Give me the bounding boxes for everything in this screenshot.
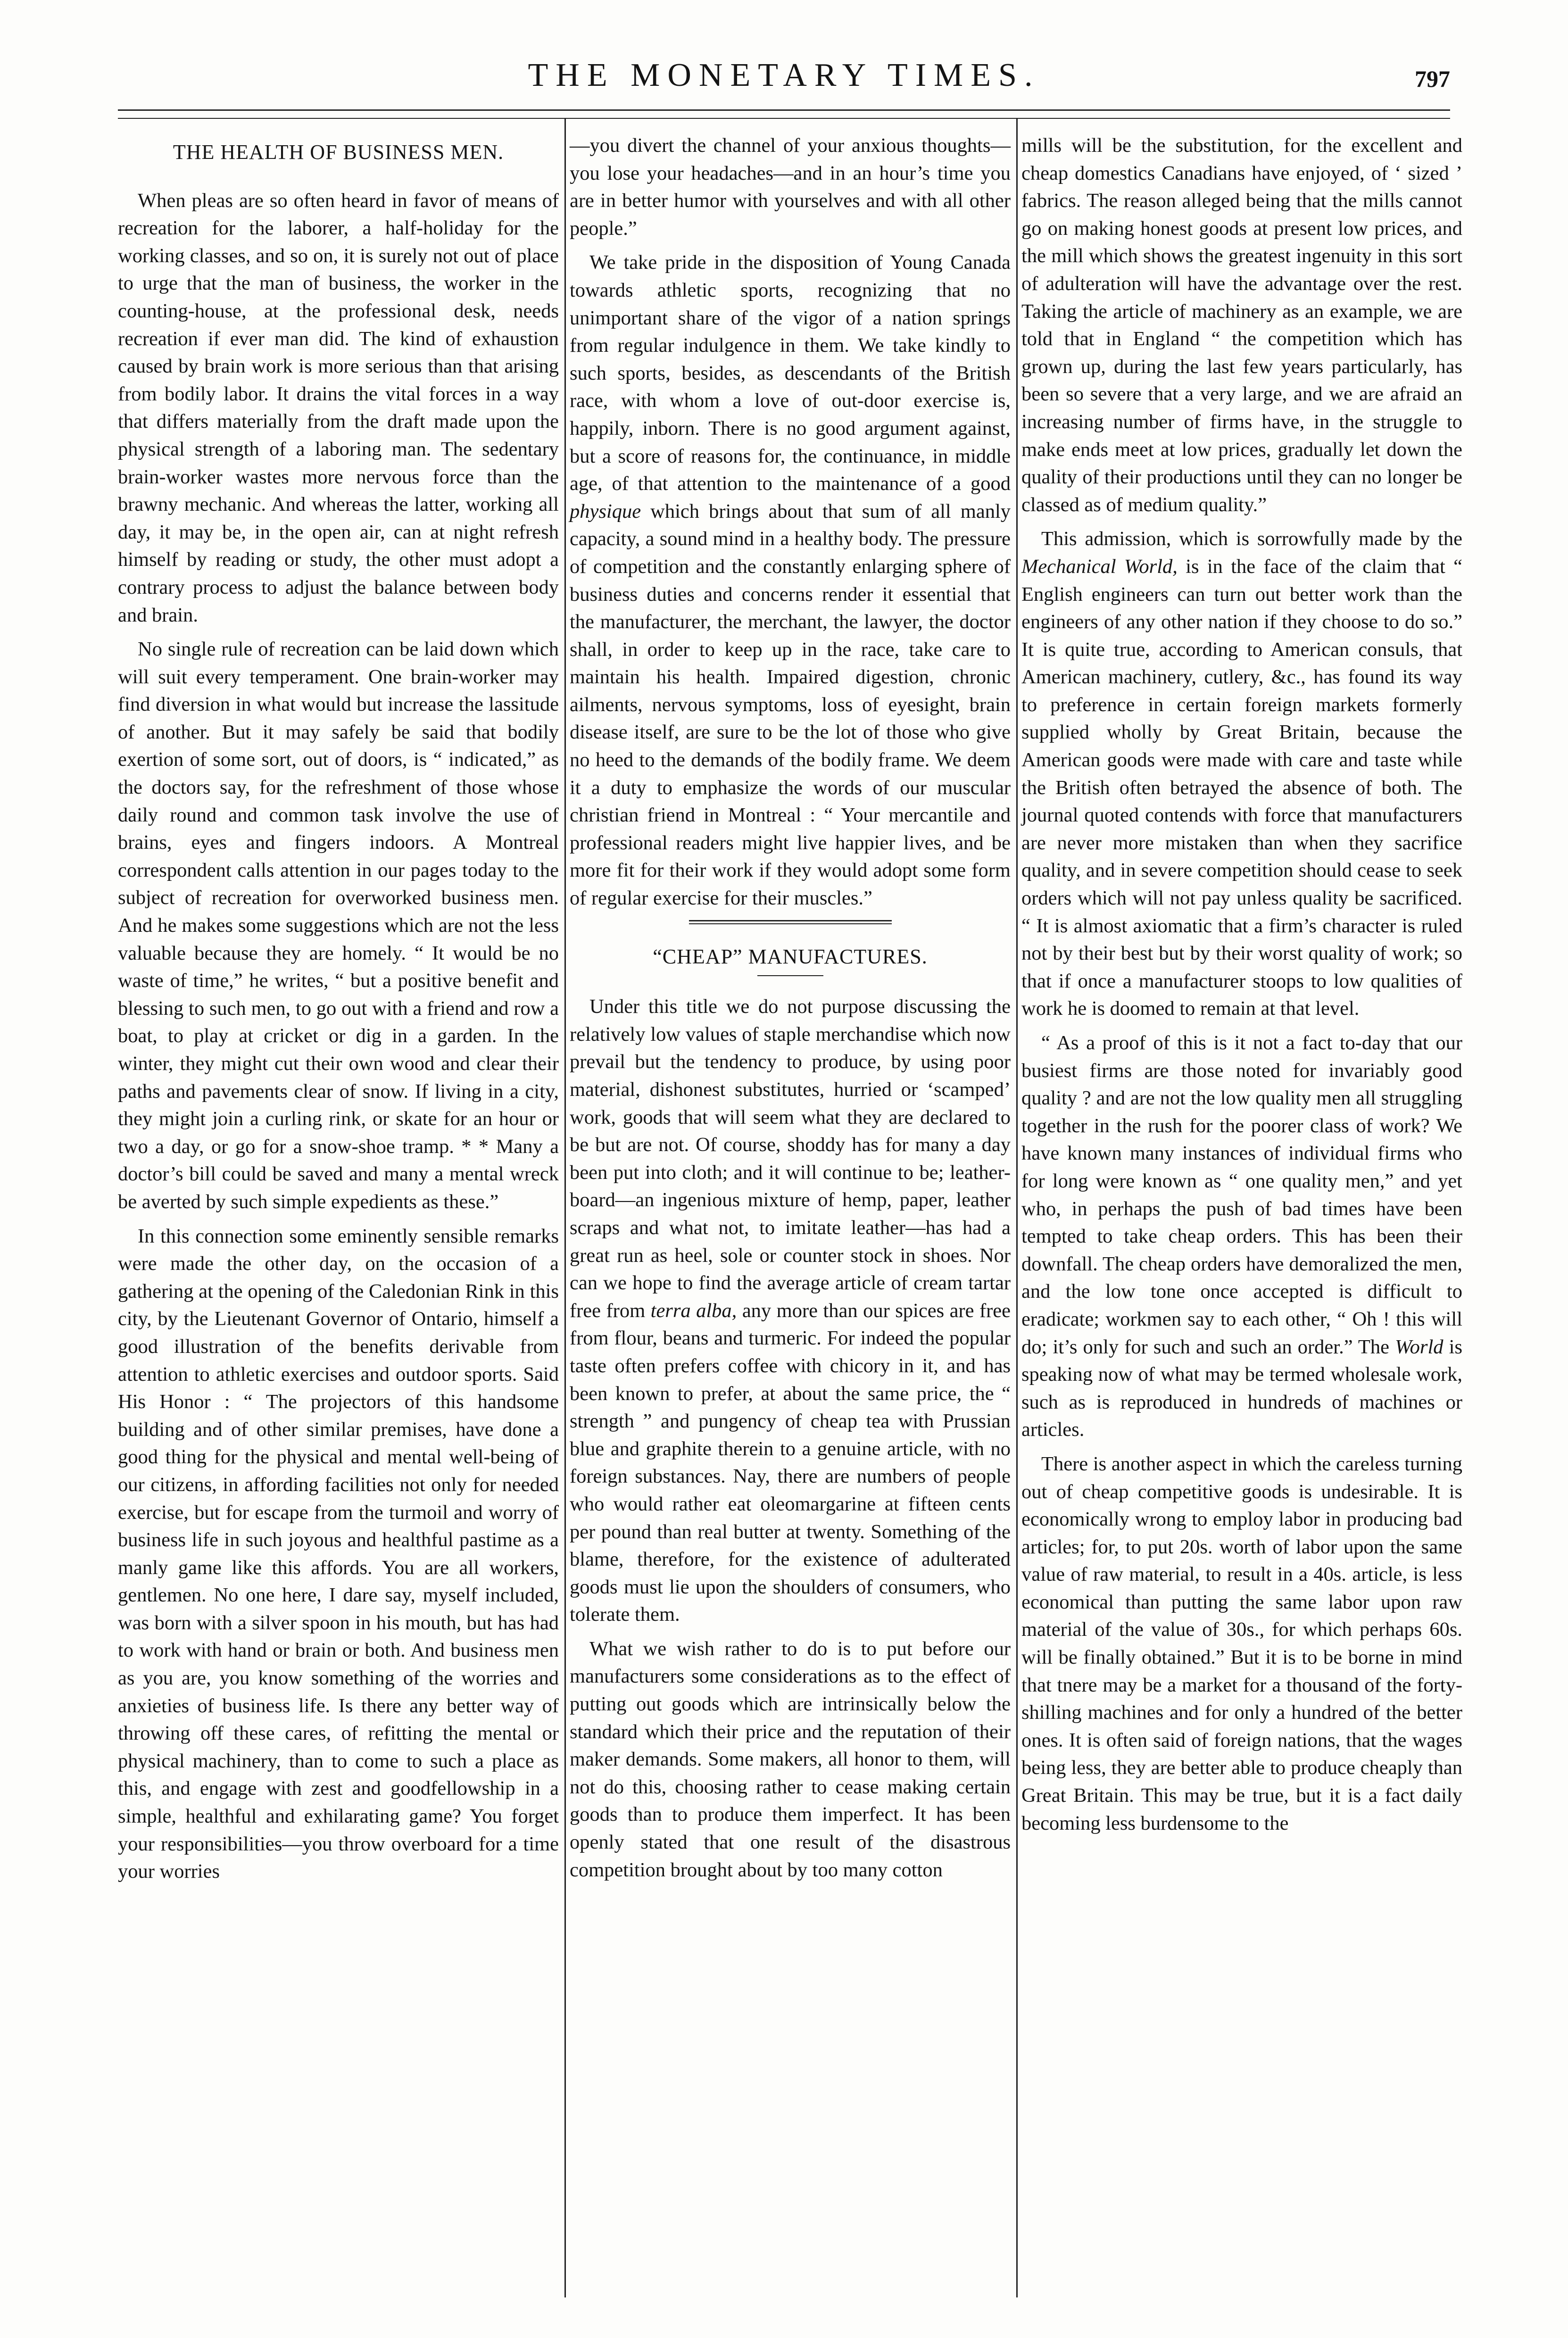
emphasis: Mechanical World,	[1021, 555, 1178, 578]
emphasis: World	[1395, 1335, 1444, 1358]
column-2	[570, 132, 1011, 1890]
emphasis: terra alba,	[650, 1299, 737, 1322]
paragraph: What we wish rather to do is to put before our manufacturers some considerations as to the effect of putting out goods which are intrinsically below the standard which their price and the reputation of their maker demands. Some makers, all honor to them, will not do this, choosing rather to cease making certain goods than to produce them imperfect. It has been openly stated that one result of the disastrous competition brought about by too many cotton	[570, 1637, 1011, 1881]
paragraph: No single rule of recreation can be laid down which will suit every temperament. One brain-worker may find diversion in what would but increase the lassitude of another. But it may safely be said that bodily exertion of some sort, out of doors, is “ indicated,” as the doctors say, for the refreshment of those whose daily round and common task involve the use of brains, eyes and fingers indoors. A Montreal correspondent calls attention in our pages today to the subject of recreation for overworked business men. And he makes some suggestions which are not the less valuable because they are homely. “ It would be no waste of time,” he writes, “ but a positive benefit and blessing to such men, to go out with a friend and row a boat, to play at cricket or dig in a garden. In the winter, they might cut their own wood and clear their paths and pavements clear of snow. If living in a city, they might join a curling rink, or skate for an hour or two a day, or go for a snow-shoe tramp. * * Many a doctor’s bill could be saved and many a mental wreck be averted by such simple expedients as these.”	[118, 638, 559, 1213]
newspaper-title: THE MONETARY TIMES.	[528, 57, 1040, 93]
paragraph: When pleas are so often heard in favor of means of recreation for the laborer, a half-holiday for the working classes, and so on, it is surely not out of place to urge that the man of business, the worker in the counting-house, at the professional desk, needs recreation if ever man did. The kind of exhaustion caused by brain work is more serious than that arising from bodily labor. It drains the vital forces in a way that differs materially from the draft made upon the physical strength of a laboring man. The sedentary brain-worker wastes more nervous force than the brawny mechanic. And whereas the latter, working all day, it may be, in the open air, can at night refresh himself by reading or study, the other must adopt a contrary process to adjust the balance between body and brain.	[118, 189, 559, 626]
paragraph: There is another aspect in which the careless turning out of cheap competitive goods is undesirable. It is economically wrong to employ labor in producing bad articles; for, to put 20s. worth of labor upon the same value of raw material, to result in a 40s. article, is less economical than putting the same labor upon raw material of the value of 30s., for which perhaps 60s. will be finally obtained.” But it is to be borne in mind that tnere may be a market for a thousand of the forty-shilling machines and for only a hundred of the better ones. It is often said of foreign nations, that the wages being less, they are better able to produce cheaply than Great Britain. This may be true, but it is a fact daily becoming less burdensome to the	[1021, 1452, 1462, 1834]
column-1	[118, 132, 559, 1892]
paragraph: —you divert the channel of your anxious thoughts—you lose your headaches—and in an hour’s time you are in better humor with yourselves and with all other people.”	[570, 134, 1011, 240]
paragraph: This admission, which is sorrowfully made by the Mechanical World, is in the face of the claim that “ English engineers can turn out better work than the engineers of any other nation if they choose to do so.” It is quite true, according to American consuls, that American machinery, cutlery, &c., has found its way to preference in certain foreign markets formerly supplied wholly by Great Britain, because the American goods were made with care and taste while the British often betrayed the absence of both. The journal quoted contends with force that manufacturers are never more mistaken than when they sacrifice quality, and in severe competition should cease to seek orders which will not pay unless quality be sacrificed. “ It is almost axiomatic that a firm’s character is ruled not by their best but by their worst quality of work; so that if once a manufacturer stoops to low qualities of work he is doomed to remain at that level.	[1021, 528, 1463, 1020]
paragraph: We take pride in the disposition of Young Canada towards athletic sports, recognizing that no unimportant share of the vigor of a nation springs from regular indulgence in them. We take kindly to such sports, besides, as descendants of the British race, with whom a love of out-door exercise is, happily, inborn. There is no good argument against, but a score of reasons for, the continuance, in middle age, of that attention to the maintenance of a good physique which brings about that sum of all manly capacity, a sound mind in a healthy body. The pressure of competition and the constantly enlarging sphere of business duties and concerns render it essential that the manufacturer, the merchant, the lawyer, the doctor shall, in order to keep up in the race, take care to maintain his health. Impaired digestion, chronic ailments, nervous symptoms, loss of eyesight, brain disease itself, are sure to be the lot of those who give no heed to the demands of the bodily frame. We deem it a duty to emphasize the words of our muscular christian friend in Montreal : “ Your mercantile and professional readers might live happier lives, and be more fit for their work if they would adopt some form of regular exercise for their muscles.”	[570, 251, 1011, 910]
article-title: “CHEAP” MANUFACTURES.	[653, 945, 928, 968]
article-title: THE HEALTH OF BUSINESS MEN.	[173, 141, 504, 164]
page-number: 797	[1415, 66, 1450, 92]
masthead-rule	[118, 109, 1450, 111]
column-divider	[1016, 119, 1018, 2297]
masthead-rule-thin	[118, 118, 1450, 119]
article-separator	[689, 920, 892, 924]
paragraph: Under this title we do not purpose discussing the relatively low values of staple merchandise which now prevail but the tendency to produce, by using poor material, dishonest substitutes, hurried or ‘scamped’ work, goods that will seem what they are declared to be but are not. Of course, shoddy has for many a day been put into cloth; and it will continue to be; leather-board—an ingenious mixture of hemp, paper, leather scraps and what not, to imitate leather—has had a great run as heel, sole or counter stock in shoes. Nor can we hope to find the average article of cream tartar free from terra alba, any more than our spices are free from flour, beans and turmeric. For indeed the popular taste often prefers coffee with chicory in it, and has been known to prefer, at about the same price, the “ strength ” and pungency of cheap tea with Prussian blue and graphite therein to a genuine article, with no foreign substances. Nay, there are numbers of people who would rather eat oleomargarine at fifteen cents per pound than real butter at twenty. Something of the blame, therefore, for the existence of adulterated goods must lie upon the shoulders of consumers, who tolerate them.	[570, 995, 1011, 1626]
emphasis: physique	[570, 500, 641, 522]
paragraph: “ As a proof of this is it not a fact to-day that our busiest firms are those noted for invariably good quality ? and are not the low quality men all struggling together in the rush for the poorer class of work? We have known many instances of individual firms who for long were known as “ one quality men,” and yet who, in perhaps the push of bad times have been tempted to take cheap orders. This has been their downfall. The cheap orders have demoralized the men, and the low tone once accepted is difficult to eradicate; workmen say to each other, “ Oh ! this will do; it’s only for such and such an order.” The World is speaking now of what may be termed wholesale work, such as is reproduced in hundreds of machines or articles.	[1021, 1032, 1463, 1441]
paragraph: In this connection some eminently sensible remarks were made the other day, on the occasion of a gathering at the opening of the Caledonian Rink in this city, by the Lieutenant Governor of Ontario, himself a good illustration of the benefits derivable from attention to athletic exercises and outdoor sports. Said His Honor : “ The projectors of this handsome building and of other similar premises, have done a good thing for the physical and mental well-being of our citizens, in affording facilities not only for needed exercise, but for escape from the turmoil and worry of business life in such joyous and healthful pastime as a manly game like this affords. You are all workers, gentlemen. No one here, I dare say, myself included, was born with a silver spoon in his mouth, but has had to work with hand or brain or both. And business men as you are, you know something of the worries and anxieties of business life. Is there any better way of throwing off these cares, of refitting the mental or physical machinery, than to come to such a place as this, and engage with zest and goodfellowship in a simple, healthful and exhilarating game? You forget your responsibilities—you throw overboard for a time your worries	[118, 1225, 559, 1883]
title-underline	[757, 975, 823, 976]
column-3	[1021, 132, 1462, 1844]
paragraph: mills will be the substitution, for the excellent and cheap domestics Canadians have enjoyed, of ‘ sized ’ fabrics. The reason alleged being that the mills cannot go on making honest goods at present low prices, and the mill which shows the greatest ingenuity in this sort of adulteration will have the advantage over the rest. Taking the article of machinery as an example, we are told that in England “ the competition which has grown up, during the last few years particularly, has been so severe that a very large, and we are afraid an increasing number of firms have, in the struggle to make ends meet at low prices, gradually let down the quality of their productions until they can no longer be classed as of medium quality.”	[1021, 134, 1462, 516]
masthead	[118, 57, 1450, 113]
column-divider	[564, 119, 566, 2297]
